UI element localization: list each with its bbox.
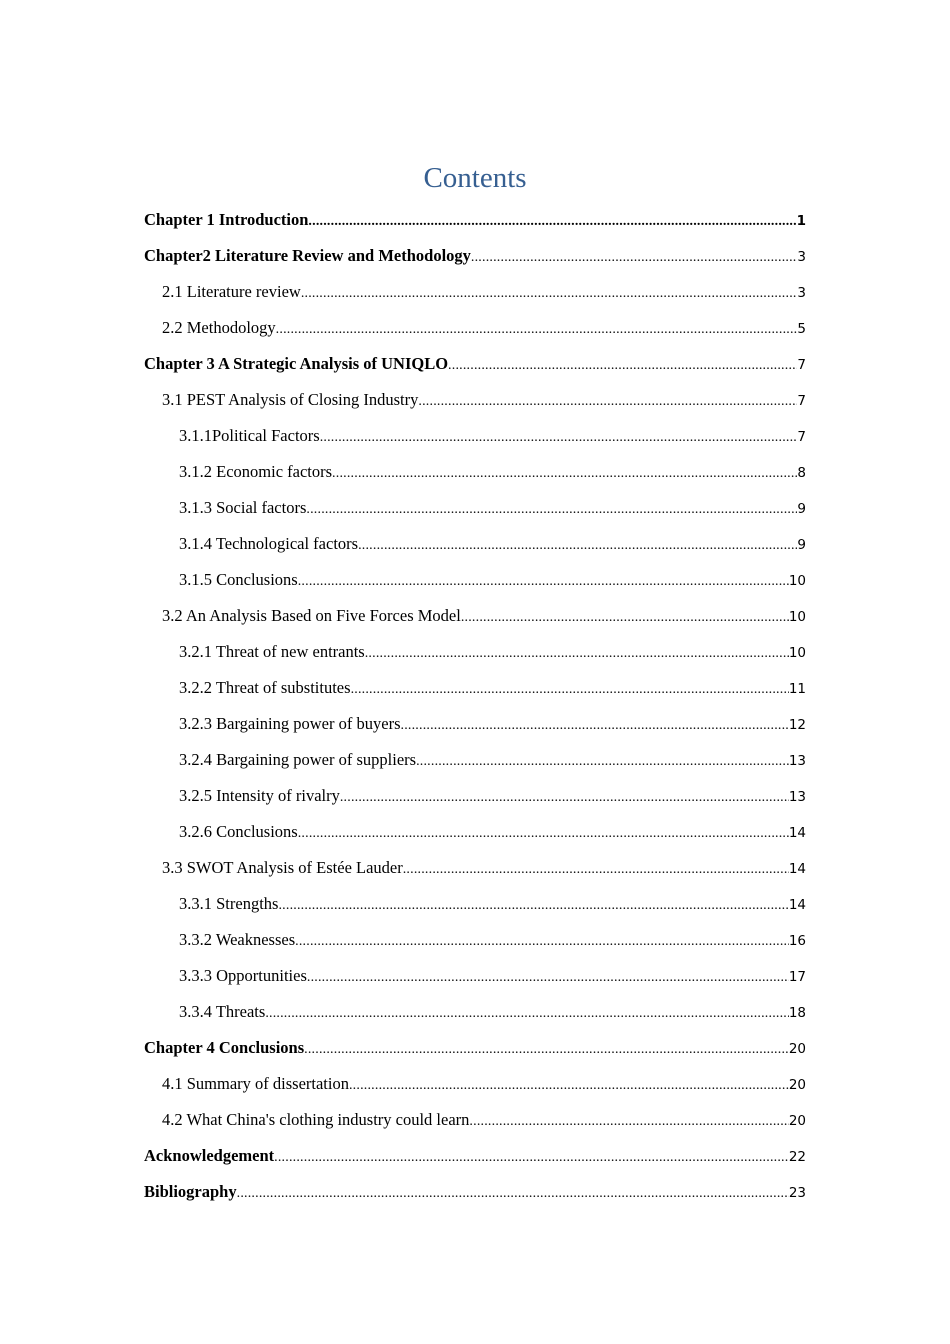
toc-entry-page-number: 9 [797, 501, 806, 517]
toc-entry-label: Chapter 3 A Strategic Analysis of UNIQLO [144, 354, 449, 373]
toc-entry-label: 3.2.5 Intensity of rivalry [179, 786, 340, 805]
toc-entry-page-number: 10 [788, 573, 806, 589]
toc-entry-page-number: 10 [788, 645, 806, 661]
toc-entry[interactable] [144, 454, 806, 490]
toc-entry-page-number: 13 [788, 789, 806, 805]
toc-entry[interactable] [144, 418, 806, 454]
toc-entry-page-number: 1 [796, 213, 806, 229]
toc-entry[interactable] [144, 1138, 806, 1174]
toc-entry[interactable] [144, 346, 806, 382]
dot-leader [448, 348, 797, 382]
toc-entry[interactable] [144, 886, 806, 922]
dot-leader [295, 924, 789, 958]
toc-entry-label: 3.1 PEST Analysis of Closing Industry [162, 390, 419, 409]
dot-leader [320, 420, 798, 454]
toc-entry-page-number: 10 [788, 609, 806, 625]
dot-leader [301, 276, 798, 310]
dot-leader [416, 744, 789, 778]
dot-leader [237, 1176, 789, 1210]
dot-leader [349, 1068, 789, 1102]
table-of-contents [144, 202, 806, 1210]
toc-entry-label: 4.1 Summary of dissertation [162, 1074, 349, 1093]
toc-entry[interactable] [144, 922, 806, 958]
toc-entry-page-number: 14 [788, 825, 806, 841]
toc-entry[interactable] [144, 778, 806, 814]
dot-leader [365, 636, 789, 670]
dot-leader [276, 312, 798, 346]
dot-leader [265, 996, 789, 1030]
toc-entry-page-number: 13 [788, 753, 806, 769]
dot-leader [298, 816, 789, 850]
dot-leader [278, 888, 788, 922]
toc-entry-page-number: 7 [797, 357, 806, 373]
toc-entry-label: 3.3.3 Opportunities [179, 966, 307, 985]
toc-entry-label: 3.1.1Political Factors [179, 426, 320, 445]
dot-leader [308, 204, 796, 238]
dot-leader [351, 672, 789, 706]
toc-entry[interactable] [144, 850, 806, 886]
toc-entry-label: Acknowledgement [144, 1146, 275, 1165]
toc-entry[interactable] [144, 238, 806, 274]
toc-entry-page-number: 18 [788, 1005, 806, 1021]
dot-leader [403, 852, 789, 886]
toc-entry[interactable] [144, 1174, 806, 1210]
toc-entry[interactable] [144, 994, 806, 1030]
dot-leader [401, 708, 789, 742]
toc-entry[interactable] [144, 670, 806, 706]
toc-entry[interactable] [144, 274, 806, 310]
toc-entry-label: Chapter 1 Introduction [144, 210, 309, 229]
toc-entry-page-number: 20 [788, 1041, 806, 1057]
toc-entry[interactable] [144, 490, 806, 526]
toc-entry[interactable] [144, 706, 806, 742]
toc-entry-page-number: 22 [788, 1149, 806, 1165]
dot-leader [332, 456, 797, 490]
toc-entry-label: 4.2 What China's clothing industry could learn [162, 1110, 470, 1129]
toc-entry-label: 3.2.3 Bargaining power of buyers [179, 714, 401, 733]
toc-entry-page-number: 3 [797, 249, 806, 265]
toc-entry-label: 3.2 An Analysis Based on Five Forces Model [162, 606, 461, 625]
toc-entry-label: Chapter2 Literature Review and Methodology [144, 246, 471, 265]
toc-entry-label: 3.3.1 Strengths [179, 894, 279, 913]
toc-entry[interactable] [144, 814, 806, 850]
dot-leader [461, 600, 789, 634]
toc-entry-label: 3.2.6 Conclusions [179, 822, 298, 841]
toc-entry-page-number: 17 [788, 969, 806, 985]
dot-leader [340, 780, 789, 814]
toc-entry-page-number: 9 [797, 537, 806, 553]
toc-entry-label: 3.2.2 Threat of substitutes [179, 678, 351, 697]
toc-entry-label: 2.1 Literature review [162, 282, 301, 301]
toc-entry-page-number: 11 [788, 681, 806, 697]
toc-entry-label: Bibliography [144, 1182, 237, 1201]
dot-leader [469, 1104, 788, 1138]
dot-leader [304, 1032, 789, 1066]
page-title: Contents [423, 162, 527, 194]
dot-leader [274, 1140, 789, 1174]
toc-entry-page-number: 14 [788, 861, 806, 877]
toc-entry-label: 3.1.3 Social factors [179, 498, 307, 517]
toc-entry[interactable] [144, 526, 806, 562]
toc-entry[interactable] [144, 598, 806, 634]
dot-leader [307, 960, 789, 994]
toc-entry[interactable] [144, 382, 806, 418]
toc-entry-label: 3.2.4 Bargaining power of suppliers [179, 750, 417, 769]
toc-entry-label: Chapter 4 Conclusions [144, 1038, 305, 1057]
toc-entry-page-number: 7 [797, 429, 806, 445]
toc-entry-page-number: 23 [788, 1185, 806, 1201]
dot-leader [471, 240, 798, 274]
toc-entry-page-number: 20 [788, 1077, 806, 1093]
dot-leader [358, 528, 797, 562]
toc-entry[interactable] [144, 1102, 806, 1138]
toc-entry[interactable] [144, 202, 806, 238]
toc-entry[interactable] [144, 742, 806, 778]
toc-entry-label: 3.1.4 Technological factors [179, 534, 359, 553]
dot-leader [418, 384, 797, 418]
toc-entry-page-number: 14 [788, 897, 806, 913]
toc-entry[interactable] [144, 958, 806, 994]
toc-entry-label: 3.3.4 Threats [179, 1002, 266, 1021]
toc-entry-label: 3.1.2 Economic factors [179, 462, 333, 481]
dot-leader [306, 492, 797, 526]
toc-entry[interactable] [144, 1030, 806, 1066]
toc-entry-label: 3.3.2 Weaknesses [179, 930, 296, 949]
dot-leader [298, 564, 789, 598]
toc-entry-label: 3.3 SWOT Analysis of Estée Lauder [162, 858, 403, 877]
toc-entry[interactable] [144, 310, 806, 346]
toc-entry-label: 3.1.5 Conclusions [179, 570, 298, 589]
toc-entry-page-number: 8 [797, 465, 806, 481]
toc-entry[interactable] [144, 634, 806, 670]
toc-entry-page-number: 20 [788, 1113, 806, 1129]
toc-entry-page-number: 12 [788, 717, 806, 733]
toc-entry-label: 3.2.1 Threat of new entrants [179, 642, 365, 661]
toc-entry-label: 2.2 Methodology [162, 318, 276, 337]
toc-entry-page-number: 5 [797, 321, 806, 337]
toc-entry[interactable] [144, 562, 806, 598]
toc-entry[interactable] [144, 1066, 806, 1102]
toc-entry-page-number: 3 [797, 285, 806, 301]
toc-entry-page-number: 7 [797, 393, 806, 409]
toc-entry-page-number: 16 [788, 933, 806, 949]
